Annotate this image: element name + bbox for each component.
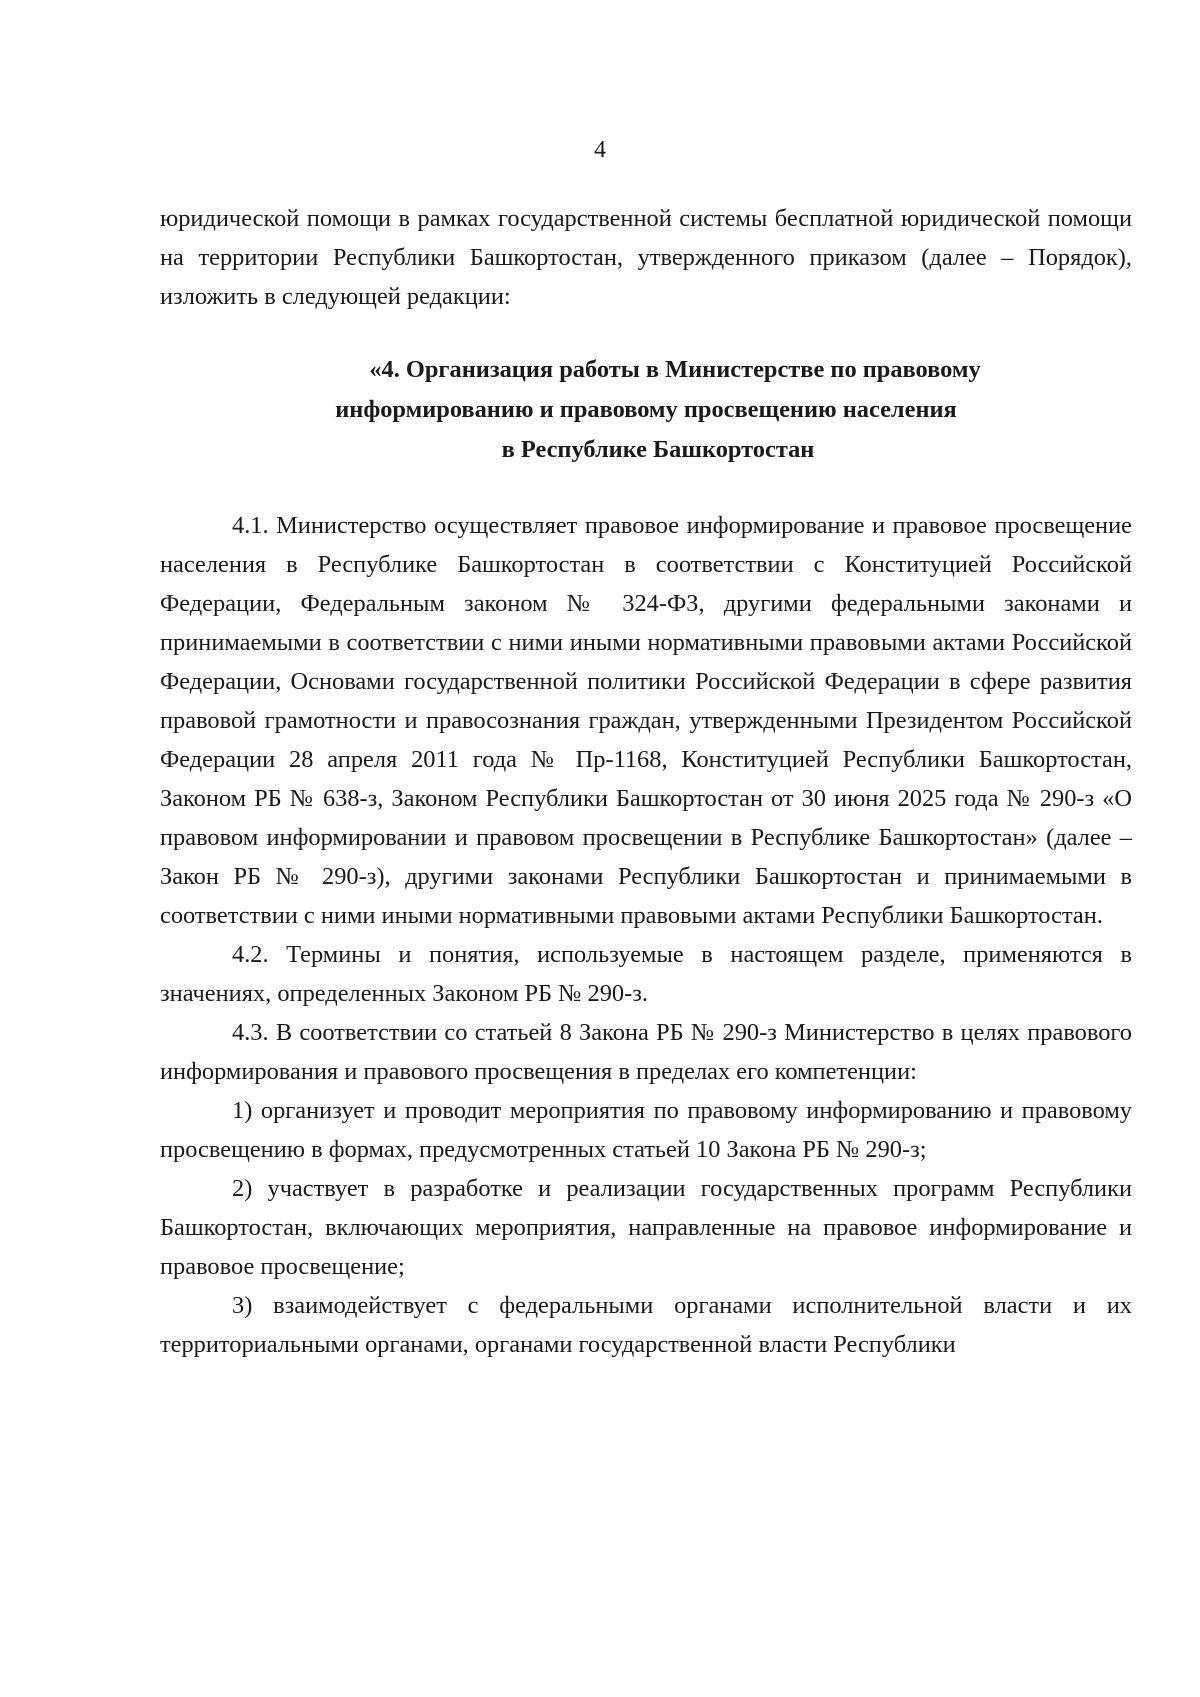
list-item-1: 1) организует и проводит мероприятия по правовому информированию и правовому просвещению в формах, предусмотренных статьей 10 Закона РБ № 290-з; bbox=[160, 1097, 1132, 1163]
section-heading bbox=[160, 350, 1132, 470]
paragraph-4-1: 4.1. Министерство осуществляет правовое информирование и правовое просвещение населения в Республике Башкортостан в соответствии с Конституцией Российской Федерации, Федеральным законом № 324-ФЗ, другими федеральными законами и принимаемыми в соответствии с ними иными нормативными правовыми актами Российской Федерации, Основами государственной политики Российской Федерации в сфере развития правовой грамотности и правосознания граждан, утвержденными Президентом Российской Федерации 28 апреля 2011 года № Пр-1168, Конституцией Республики Башкортостан, Законом РБ № 638-з, Законом Республики Башкортостан от 30 июня 2025 года № 290-з «О правовом информировании и правовом просвещении в Республике Башкортостан» (далее – Закон РБ № 290-з), другими законами Республики Башкортостан и принимаемыми в соответствии с ними иными нормативными правовыми актами Республики Башкортостан. bbox=[160, 512, 1132, 929]
section-heading-line-2: информированию и правовому просвещению населения bbox=[335, 396, 957, 423]
paragraph-4-2: 4.2. Термины и понятия, используемые в настоящем разделе, применяются в значениях, определенных Законом РБ № 290-з. bbox=[160, 941, 1132, 1007]
page-number: 4 bbox=[594, 137, 606, 163]
document-body bbox=[160, 199, 1132, 1364]
section-heading-line-3: в Республике Башкортостан bbox=[501, 436, 815, 463]
list-item-3: 3) взаимодействует с федеральными органами исполнительной власти и их территориальными органами, органами государственной власти Республики bbox=[160, 1292, 1132, 1358]
list-item-2: 2) участвует в разработке и реализации государственных программ Республики Башкортостан, включающих мероприятия, направленные на правовое информирование и правовое просвещение; bbox=[160, 1175, 1132, 1280]
paragraph-4-3: 4.3. В соответствии со статьей 8 Закона РБ № 290-з Министерство в целях правового информирования и правового просвещения в пределах его компетенции: bbox=[160, 1019, 1132, 1085]
intro-paragraph: юридической помощи в рамках государственной системы бесплатной юридической помощи на территории Республики Башкортостан, утвержденного приказом (далее – Порядок), изложить в следующей редакции: bbox=[160, 205, 1132, 310]
section-heading-line-1: «4. Организация работы в Министерстве по правовому bbox=[369, 356, 981, 383]
